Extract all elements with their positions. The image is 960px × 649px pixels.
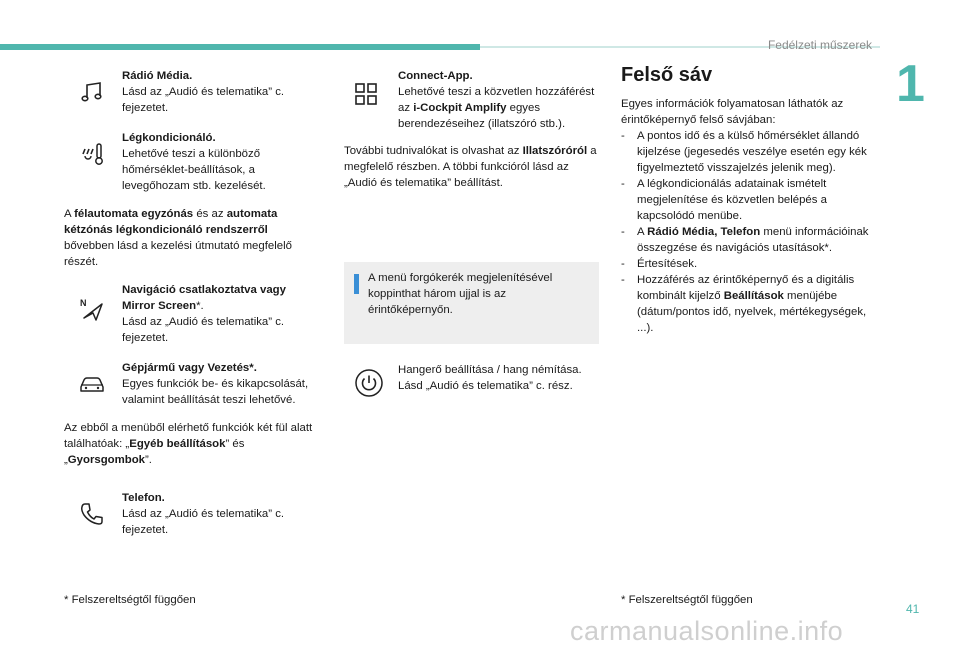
vehicle-block [122, 360, 322, 408]
para2-mid: ” és „ [64, 438, 245, 466]
music-note-icon [78, 78, 106, 106]
left-footnote: * Felszereltségtől függően [64, 594, 196, 606]
info-icon [354, 274, 359, 294]
chapter-number: 1 [896, 55, 925, 113]
car-icon [78, 370, 106, 398]
section-label: Fedélzeti műszerek [767, 38, 872, 52]
item5-pre: Hozzáférés az érintőképernyő és a digitális kombinált kijelző [637, 274, 855, 302]
mid-para-bold: Illatszóróról [522, 145, 588, 157]
connect-title: Connect-App. [398, 70, 473, 82]
item5-bold: Beállítások [723, 290, 784, 302]
item5-post: menüjébe (dátum/pontos idő, nyelvek, mértékegységek, ...). [637, 290, 867, 334]
info-text: A menü forgókerék megjelenítésével koppinthat három ujjal is az érintőképernyőn. [368, 272, 553, 316]
tabs-paragraph [64, 420, 316, 468]
fragrance-paragraph [344, 143, 600, 191]
app-grid-icon [352, 80, 380, 108]
top-bar-list [621, 128, 883, 336]
vehicle-title: Gépjármű vagy Vezetés*. [122, 362, 257, 374]
top-bar-section [621, 96, 883, 336]
mid-para-post: a megfelelő részben. A többi funkcióról lásd az „Audió és telematika” beállítást. [344, 145, 597, 189]
item3-pre: A [637, 226, 648, 238]
info-box [344, 262, 599, 344]
radio-block [122, 68, 312, 116]
connect-text2: egyes berendezéseihez (illatszóró stb.). [398, 102, 566, 130]
nav-title: Navigáció csatlakoztatva vagy Mirror Screen [122, 284, 286, 312]
radio-title: Rádió Média. [122, 70, 193, 82]
para1-bold1: félautomata egyzónás [74, 208, 194, 220]
connect-block [398, 68, 600, 132]
item3-bold: Rádió Média, Telefon [647, 226, 761, 238]
para1-pre: A [64, 208, 75, 220]
para2-bold1: Egyéb beállítások [129, 438, 226, 450]
nav-block [122, 282, 312, 346]
page-title: Felső sáv [621, 64, 713, 86]
radio-text: Lásd az „Audió és telematika” c. fejezetet. [122, 86, 285, 114]
page-number: 41 [906, 602, 920, 616]
para1-post: bővebben lásd a kezelési útmutató megfelelő részét. [64, 240, 292, 268]
svg-text:N: N [80, 298, 87, 308]
mid-para-pre: További tudnivalókat is olvashat az [344, 145, 523, 157]
list-item: - Értesítések. [621, 256, 883, 272]
connect-bold: i-Cockpit Amplify [413, 102, 507, 114]
header-accent-bar [0, 44, 480, 50]
list-item: - A légkondicionálás adatainak ismételt megjelenítése és közvetlen belépés a kapcsolódó menübe. [621, 176, 883, 224]
phone-icon [78, 500, 106, 528]
para2-bold2: Gyorsgombok [67, 454, 146, 466]
volume-block: Hangerő beállítása / hang némítása. Lásd „Audió és telematika” c. rész. [398, 364, 582, 392]
connect-text1: Lehetővé teszi a közvetlen hozzáférést az [398, 86, 595, 114]
climate-paragraph [64, 206, 316, 270]
list-item: - A pontos idő és a külső hőmérséklet állandó kijelzése (jegesedés veszélye esetén egy kék figyelmeztető visszajelzés jelenik meg). [621, 128, 883, 176]
right-footnote: * Felszereltségtől függően [621, 594, 753, 606]
climate-icon [78, 140, 106, 168]
top-bar-intro: Egyes információk folyamatosan láthatók az érintőképernyő felső sávjában: [621, 98, 844, 126]
phone-text: Lásd az „Audió és telematika” c. fejezetet. [122, 508, 285, 536]
vehicle-text: Egyes funkciók be- és kikapcsolását, valamint beállítását teszi lehetővé. [122, 378, 309, 406]
phone-title: Telefon. [122, 492, 165, 504]
climate-text: Lehetővé teszi a különböző hőmérséklet-beállítások, a levegőhozam stb. kezelését. [122, 148, 266, 192]
list-item [621, 224, 883, 256]
climate-block [122, 130, 312, 194]
para2-pre: Az ebből a menüből elérhető funkciók két fül alatt találhatóak: „ [64, 422, 313, 450]
para1-mid: és az [193, 208, 227, 220]
para2-post: ”. [145, 454, 152, 466]
phone-block [122, 490, 312, 538]
nav-text: Lásd az „Audió és telematika” c. fejezetet. [122, 316, 285, 344]
list-item [621, 272, 883, 336]
para1-bold2: automata kétzónás légkondicionáló rendszerről [64, 208, 278, 236]
item3-post: menü információinak összegzése és navigációs utasítások*. [637, 226, 869, 254]
climate-title: Légkondicionáló. [122, 132, 216, 144]
navigation-icon [78, 296, 106, 324]
power-icon [354, 368, 384, 398]
nav-title-suffix: *. [196, 300, 204, 312]
watermark: carmanualsonline.info [570, 616, 844, 646]
